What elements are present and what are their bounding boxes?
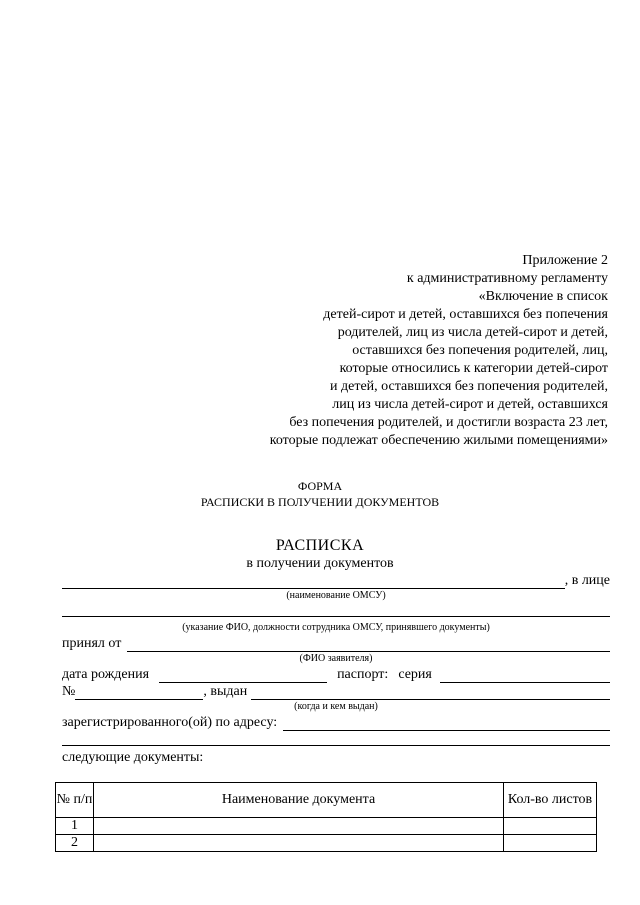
header-name: Наименование документа bbox=[94, 783, 504, 818]
appendix-line: и детей, оставшихся без попечения родителей, bbox=[330, 379, 608, 394]
birth-date-label: дата рождения bbox=[62, 667, 150, 682]
employee-field[interactable] bbox=[62, 604, 610, 617]
series-label: серия bbox=[398, 667, 432, 682]
appendix-line: которые подлежат обеспечению жилыми помещениями» bbox=[269, 433, 608, 448]
table-header-row bbox=[56, 783, 597, 818]
appendix-line: к административному регламенту bbox=[406, 271, 608, 286]
omsu-row bbox=[62, 573, 610, 589]
form-title-line1: ФОРМА bbox=[297, 479, 343, 493]
passport-label: паспорт: bbox=[337, 667, 389, 682]
appendix-line: без попечения родителей, и достигли возраста 23 лет, bbox=[289, 415, 608, 430]
table-row bbox=[56, 818, 597, 835]
row-num: 2 bbox=[56, 835, 94, 852]
passport-number-field[interactable] bbox=[75, 687, 203, 700]
receipt-subtitle: в получении документов bbox=[246, 556, 394, 571]
row-count-cell[interactable] bbox=[504, 835, 597, 852]
employee-row bbox=[62, 604, 610, 617]
registration-row bbox=[62, 715, 610, 731]
in-person-label: , в лице bbox=[564, 573, 610, 588]
number-issued-row bbox=[62, 684, 610, 700]
birth-date-field[interactable] bbox=[159, 670, 327, 683]
appendix-line: Приложение 2 bbox=[522, 253, 608, 268]
birth-passport-row bbox=[62, 667, 610, 683]
following-docs-row bbox=[62, 750, 610, 766]
row-count-cell[interactable] bbox=[504, 818, 597, 835]
omsu-hint: (наименование ОМСУ) bbox=[286, 590, 386, 601]
row-name-cell[interactable] bbox=[94, 818, 504, 835]
issued-hint: (когда и кем выдан) bbox=[294, 701, 378, 712]
applicant-field[interactable] bbox=[127, 639, 610, 652]
appendix-line: оставшихся без попечения родителей, лиц, bbox=[352, 343, 608, 358]
header-num: № п/п bbox=[56, 783, 94, 818]
receipt-title-block bbox=[0, 536, 640, 572]
appendix-header bbox=[188, 252, 608, 450]
appendix-line: детей-сирот и детей, оставшихся без попечения bbox=[323, 307, 608, 322]
following-docs-label: следующие документы: bbox=[62, 750, 204, 765]
address-continuation-field[interactable] bbox=[62, 733, 610, 746]
registered-label: зарегистрированного(ой) по адресу: bbox=[62, 715, 278, 730]
issued-field[interactable] bbox=[251, 687, 610, 700]
row-num: 1 bbox=[56, 818, 94, 835]
documents-table bbox=[55, 782, 597, 852]
address-field[interactable] bbox=[283, 718, 610, 731]
accepted-from-label: принял от bbox=[62, 636, 122, 651]
appendix-line: «Включение в список bbox=[478, 289, 608, 304]
header-count: Кол-во листов bbox=[504, 783, 597, 818]
row-name-cell[interactable] bbox=[94, 835, 504, 852]
omsu-name-field[interactable] bbox=[62, 576, 565, 589]
series-field[interactable] bbox=[440, 670, 610, 683]
table-row bbox=[56, 835, 597, 852]
applicant-row bbox=[62, 636, 610, 652]
employee-hint: (указание ФИО, должности сотрудника ОМСУ, принявшего документы) bbox=[182, 622, 490, 633]
form-title bbox=[0, 478, 640, 510]
appendix-line: лиц из числа детей-сирот и детей, оставшихся bbox=[332, 397, 608, 412]
number-label: № bbox=[62, 684, 76, 699]
receipt-title: РАСПИСКА bbox=[275, 537, 365, 554]
address-continuation-row bbox=[62, 733, 610, 746]
form-title-line2: РАСПИСКИ В ПОЛУЧЕНИИ ДОКУМЕНТОВ bbox=[200, 495, 440, 509]
appendix-line: родителей, лиц из числа детей-сирот и детей, bbox=[337, 325, 608, 340]
appendix-line: которые относились к категории детей-сирот bbox=[339, 361, 608, 376]
issued-label: , выдан bbox=[203, 684, 248, 699]
applicant-hint: (ФИО заявителя) bbox=[299, 653, 373, 664]
